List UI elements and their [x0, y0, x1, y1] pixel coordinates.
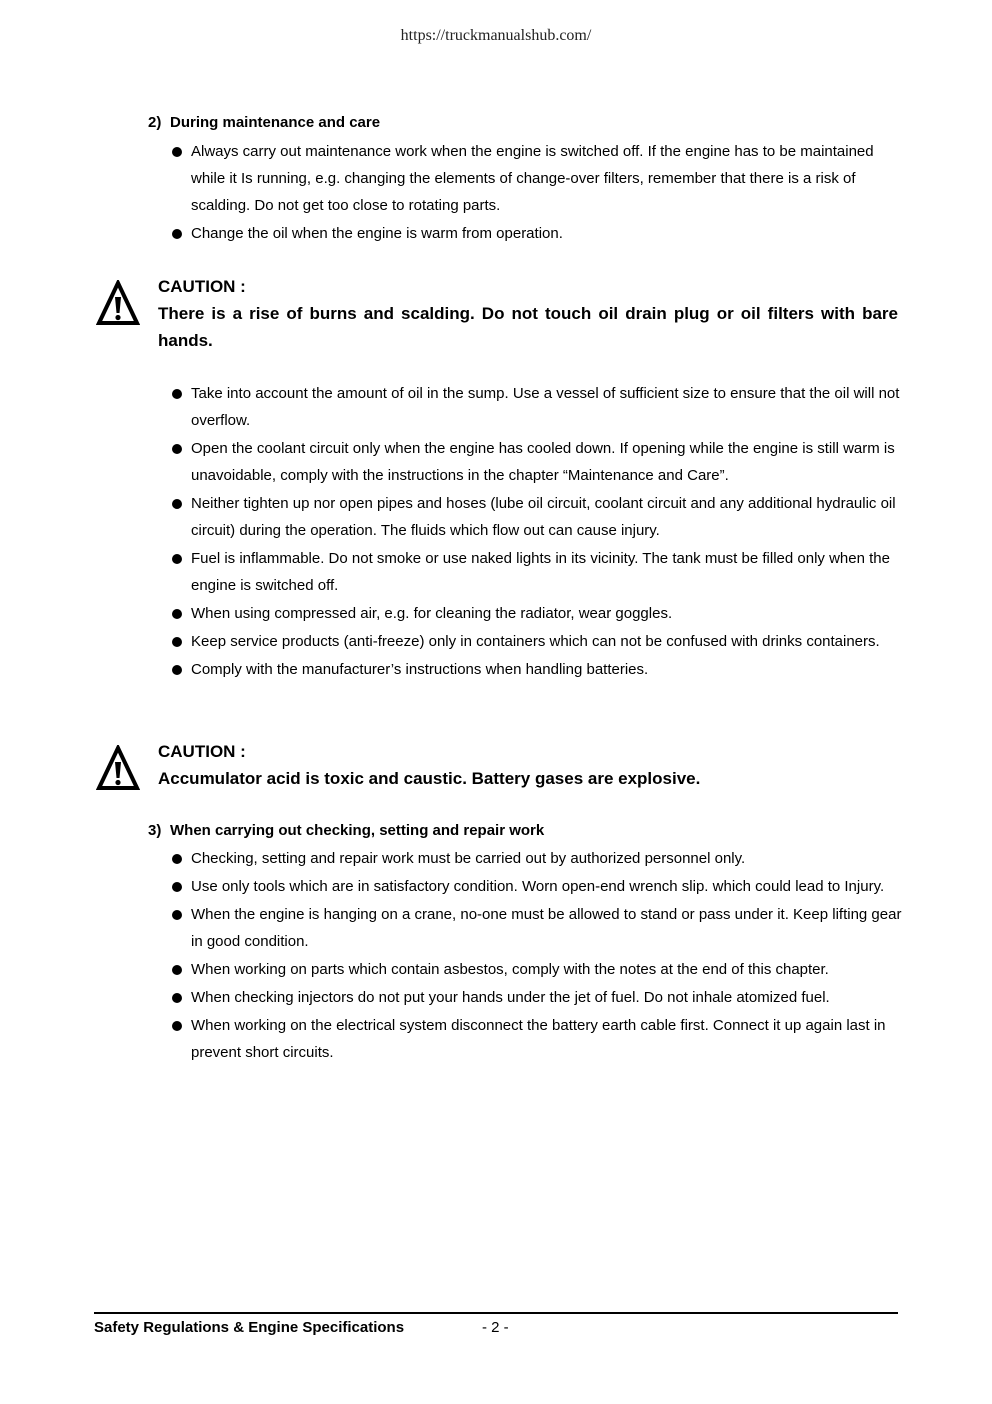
- list-item: When using compressed air, e.g. for cleaning the radiator, wear goggles.: [172, 600, 902, 627]
- page-url: https://truckmanualshub.com/: [400, 27, 592, 44]
- bullet-icon: [172, 444, 182, 454]
- section-2-list-b: [172, 380, 902, 684]
- bullet-icon: [172, 910, 182, 920]
- bullet-icon: [172, 854, 182, 864]
- list-item: Neither tighten up nor open pipes and hoses (lube oil circuit, coolant circuit and any additional hydraulic oil circuit) during the operation. The fluids which flow out can cause injury.: [172, 490, 902, 544]
- list-item: Fuel is inflammable. Do not smoke or use naked lights in its vicinity. The tank must be filled only when the engine is switched off.: [172, 545, 902, 599]
- section-3-heading: [148, 822, 544, 839]
- bullet-icon: [172, 665, 182, 675]
- caution-title: CAUTION :: [158, 277, 246, 296]
- section-3-list: [172, 845, 902, 1067]
- list-item: Take into account the amount of oil in the sump. Use a vessel of sufficient size to ensure that the oil will not overflow.: [172, 380, 902, 434]
- footer-title: Safety Regulations & Engine Specifications: [94, 1319, 405, 1336]
- list-item: Always carry out maintenance work when the engine is switched off. If the engine has to be maintained while it Is running, e.g. changing the elements of change-over filters, remember that there is a risk of scalding. Do not get too close to rotating parts.: [172, 138, 902, 219]
- bullet-icon: [172, 637, 182, 647]
- bullet-icon: [172, 965, 182, 975]
- list-item: Open the coolant circuit only when the engine has cooled down. If opening while the engine is still warm is unavoidable, comply with the instructions in the chapter “Maintenance and Care”.: [172, 435, 902, 489]
- caution-title: CAUTION :: [158, 742, 246, 761]
- page-number: - 2 -: [482, 1319, 509, 1336]
- bullet-icon: [172, 882, 182, 892]
- section-3-number: 3): [148, 822, 162, 839]
- list-item: Keep service products (anti-freeze) only in containers which can not be confused with drinks containers.: [172, 628, 902, 655]
- bullet-icon: [172, 609, 182, 619]
- caution-text: Accumulator acid is toxic and caustic. Battery gases are explosive.: [158, 769, 701, 788]
- list-item: When working on the electrical system disconnect the battery earth cable first. Connect it up again last in prevent short circuits.: [172, 1012, 902, 1066]
- list-item: When checking injectors do not put your hands under the jet of fuel. Do not inhale atomized fuel.: [172, 984, 902, 1011]
- bullet-icon: [172, 389, 182, 399]
- bullet-icon: [172, 147, 182, 157]
- caution-text: There is a rise of burns and scalding. Do not touch oil drain plug or oil filters with bare hands.: [158, 304, 898, 350]
- list-item: Change the oil when the engine is warm from operation.: [172, 220, 902, 247]
- section-2-heading: [148, 114, 380, 131]
- warning-triangle-icon: [96, 745, 140, 791]
- section-2-number: 2): [148, 114, 162, 131]
- bullet-icon: [172, 993, 182, 1003]
- list-item: When working on parts which contain asbestos, comply with the notes at the end of this chapter.: [172, 956, 902, 983]
- list-item: Comply with the manufacturer’s instructions when handling batteries.: [172, 656, 902, 683]
- warning-triangle-icon: [96, 280, 140, 326]
- bullet-icon: [172, 229, 182, 239]
- list-item: Use only tools which are in satisfactory condition. Worn open-end wrench slip. which could lead to Injury.: [172, 873, 902, 900]
- section-3-title: When carrying out checking, setting and repair work: [170, 822, 545, 839]
- list-item: When the engine is hanging on a crane, no-one must be allowed to stand or pass under it. Keep lifting gear in good condition.: [172, 901, 902, 955]
- section-2-title: During maintenance and care: [170, 114, 381, 131]
- bullet-icon: [172, 554, 182, 564]
- bullet-icon: [172, 1021, 182, 1031]
- list-item: Checking, setting and repair work must be carried out by authorized personnel only.: [172, 845, 902, 872]
- footer-divider: [94, 1312, 898, 1314]
- bullet-icon: [172, 499, 182, 509]
- section-2-list-a: [172, 138, 902, 248]
